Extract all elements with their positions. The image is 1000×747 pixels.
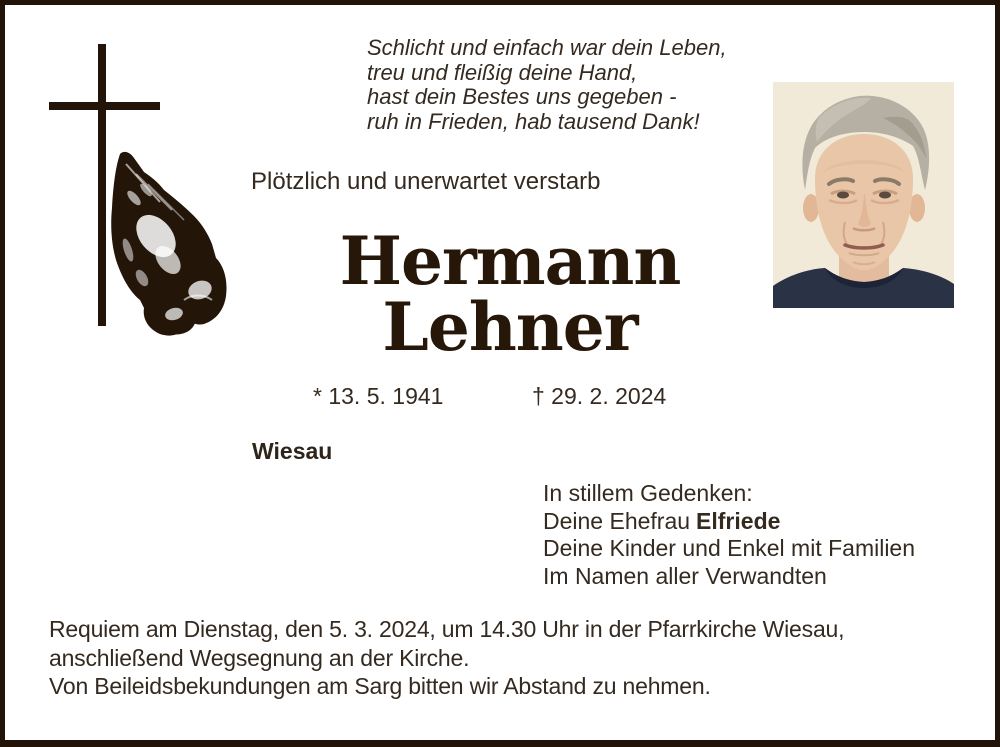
- birth-date: * 13. 5. 1941: [313, 383, 444, 409]
- funeral-line: Requiem am Dienstag, den 5. 3. 2024, um 14.30 Uhr in der Pfarrkirche Wiesau,: [49, 616, 845, 642]
- funeral-line: Von Beileidsbekundungen am Sarg bitten wir Abstand zu nehmen.: [49, 673, 711, 700]
- portrait-photo-drawing: [773, 82, 954, 308]
- funeral-line: anschließend Wegsegnung an der Kirche.: [49, 644, 470, 671]
- mourner-name: Elfriede: [696, 507, 781, 534]
- deceased-name: [255, 222, 765, 366]
- portrait-photo: [773, 82, 954, 308]
- mourners-line: [543, 508, 915, 536]
- deceased-first-name: Hermann: [339, 222, 681, 300]
- poem-line: treu und fleißig deine Hand,: [367, 59, 638, 85]
- place-name: Wiesau: [252, 438, 333, 464]
- poem-line: ruh in Frieden, hab tausend Dank!: [367, 108, 700, 134]
- deceased-last-name: Lehner: [382, 288, 638, 366]
- mourners-line: Deine Kinder und Enkel mit Familien: [543, 535, 916, 561]
- mourner-relation: Deine Ehefrau: [543, 507, 691, 534]
- poem-line: hast dein Bestes uns gegeben -: [367, 84, 677, 109]
- mourners-line: Im Namen aller Verwandten: [543, 562, 827, 589]
- intro-line: Plötzlich und unerwartet verstarb: [251, 168, 601, 195]
- mourners-line: In stillem Gedenken:: [543, 480, 753, 506]
- praying-hands-icon: [104, 150, 230, 338]
- funeral-info: [49, 615, 844, 701]
- memorial-poem: [367, 36, 727, 134]
- mourners-block: [543, 480, 915, 590]
- death-date: † 29. 2. 2024: [532, 383, 667, 409]
- poem-line: Schlicht und einfach war dein Leben,: [367, 35, 727, 60]
